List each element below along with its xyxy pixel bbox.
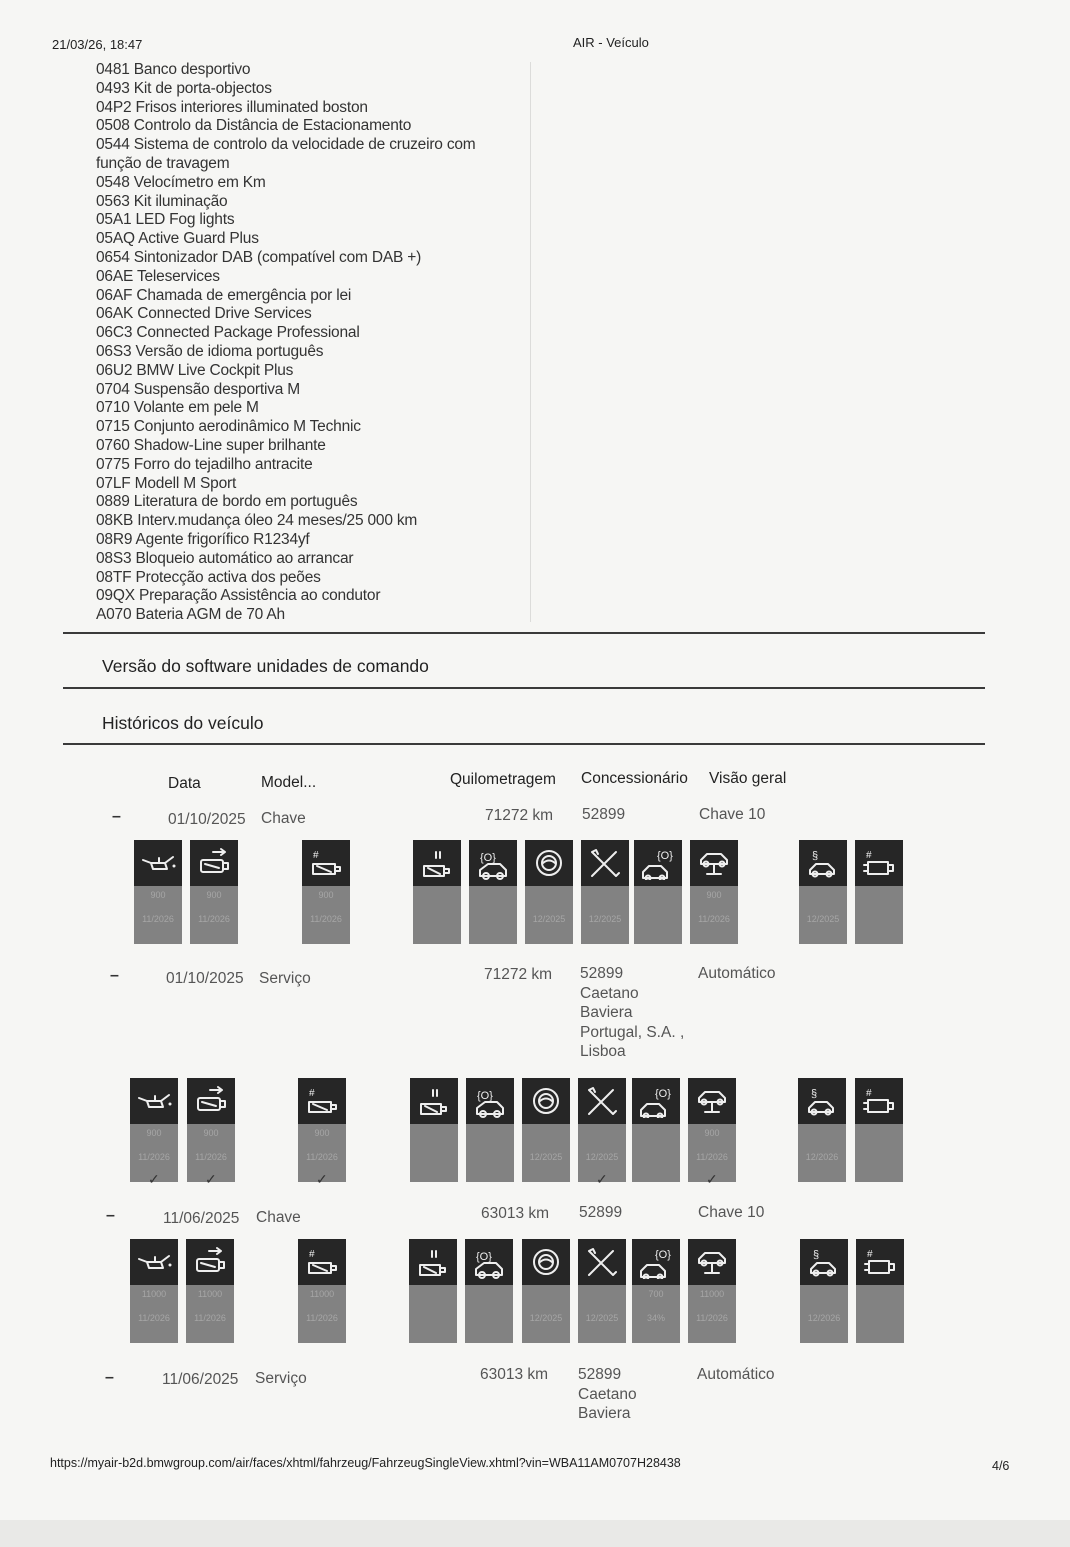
service-remaining: 11000: [197, 1289, 223, 1299]
row-dealer: 52899 Caetano Baviera: [578, 1366, 637, 1422]
service-due-date: 12/2025: [529, 1152, 563, 1162]
service-done-check: ✓: [596, 1171, 608, 1187]
service-tile[interactable]: [186, 1239, 234, 1343]
service-remaining: [522, 1289, 570, 1301]
service-due-date: 12/2025: [585, 1152, 619, 1162]
option-item: 06U2 BMW Live Cockpit Plus: [96, 361, 294, 379]
service-remaining: 900: [318, 890, 334, 900]
service-remaining: [632, 1128, 680, 1140]
service-due-date: 11/2026: [138, 1152, 170, 1162]
service-tile[interactable]: [469, 840, 517, 944]
column-header-overview[interactable]: Visão geral: [709, 770, 787, 787]
service-tile[interactable]: [800, 1239, 848, 1343]
option-item: 09QX Preparação Assistência ao condutor: [96, 587, 381, 605]
service-tile[interactable]: [187, 1078, 235, 1182]
oil-service-icon: [130, 1078, 178, 1124]
service-tools-icon: [578, 1078, 626, 1124]
service-done-check: ✓: [148, 1171, 160, 1187]
service-tile[interactable]: [690, 840, 738, 944]
engine-filter-icon: [190, 840, 238, 886]
row-overview: Automático: [697, 1366, 775, 1383]
row-model: Serviço: [259, 970, 311, 987]
service-remaining: 700: [648, 1289, 664, 1299]
column-header-dealer[interactable]: Concessionário: [581, 770, 688, 787]
service-remaining: [578, 1289, 626, 1301]
service-due-date: 12/2025: [806, 914, 840, 924]
vehicle-lift-icon: [690, 840, 738, 886]
option-item: 0775 Forro do tejadilho antracite: [96, 455, 313, 473]
spark-plug-icon: [298, 1239, 346, 1285]
rear-brakes-icon: [632, 1078, 680, 1124]
row-km: 71272 km: [484, 966, 553, 983]
row-date: 01/10/2025: [168, 811, 246, 828]
option-item: 0710 Volante em pele M: [96, 399, 259, 417]
service-remaining: [855, 1128, 903, 1140]
service-remaining: [634, 890, 682, 902]
service-due-date: 11/2026: [142, 914, 174, 924]
service-due-date: 11/2026: [194, 1313, 226, 1323]
service-remaining: 900: [704, 1128, 720, 1138]
vehicle-lift-icon: [688, 1239, 736, 1285]
front-brakes-icon: [469, 840, 517, 886]
service-remaining: 900: [203, 1128, 219, 1138]
service-remaining: 900: [146, 1128, 162, 1138]
service-tile[interactable]: [578, 1239, 626, 1343]
option-item: 06S3 Versão de idioma português: [96, 342, 324, 360]
svg-text:§: §: [811, 1088, 818, 1100]
service-tile[interactable]: [413, 840, 461, 944]
service-tile[interactable]: [688, 1078, 736, 1182]
service-remaining: 900: [706, 890, 722, 900]
service-tile[interactable]: [130, 1078, 178, 1182]
service-due-date: 11/2026: [195, 1152, 227, 1162]
column-header-date[interactable]: Data: [168, 775, 201, 792]
front-brakes-icon: [465, 1239, 513, 1285]
option-item: 0508 Controlo da Distância de Estacionamento: [96, 117, 412, 135]
brake-fluid-icon: [522, 1078, 570, 1124]
legal-inspection-icon: [799, 840, 847, 886]
option-item: 0654 Sintonizador DAB (compatível com DAB +): [96, 248, 422, 266]
service-tile[interactable]: [522, 1239, 570, 1343]
service-due-date: 12/2025: [588, 914, 622, 924]
service-tools-icon: [581, 840, 629, 886]
print-datetime: 21/03/26, 18:47: [52, 37, 143, 52]
service-tile[interactable]: [799, 840, 847, 944]
service-tools-icon: [578, 1239, 626, 1285]
vehicle-lift-icon: [688, 1078, 736, 1124]
svg-text:#: #: [866, 850, 872, 861]
service-remaining: [522, 1128, 570, 1140]
service-tile[interactable]: [134, 840, 182, 944]
service-due-date: 12/2025: [532, 914, 566, 924]
option-item: 0563 Kit iluminação: [96, 192, 228, 210]
front-brakes-icon: [466, 1078, 514, 1124]
service-due-date: 12/2025: [529, 1313, 563, 1323]
divider: [63, 743, 985, 745]
service-remaining: [466, 1128, 514, 1140]
footer-url: https://myair-b2d.bmwgroup.com/air/faces/xhtml/fahrzeug/FahrzeugSingleView.xhtml?vin=WBA11AM0707H28438: [50, 1456, 681, 1470]
service-due-date: 11/2026: [198, 914, 230, 924]
service-due-date: 12/2025: [585, 1313, 619, 1323]
exhaust-icon: [856, 1239, 904, 1285]
svg-text:{O}: {O}: [657, 850, 673, 862]
service-tile[interactable]: [409, 1239, 457, 1343]
service-due-date: 11/2026: [306, 1152, 338, 1162]
service-remaining: [465, 1289, 513, 1301]
row-collapse-toggle[interactable]: –: [110, 967, 119, 984]
option-item: 08TF Protecção activa dos peões: [96, 568, 321, 586]
rear-brakes-icon: [634, 840, 682, 886]
service-tile[interactable]: [634, 840, 682, 944]
engine-filter-icon: [186, 1239, 234, 1285]
service-remaining: [856, 1289, 904, 1301]
divider: [63, 687, 985, 689]
row-collapse-toggle[interactable]: –: [106, 1207, 115, 1224]
oil-service-icon: [130, 1239, 178, 1285]
column-header-km[interactable]: Quilometragem: [450, 771, 556, 788]
service-due-date: 11/2026: [696, 1152, 728, 1162]
battery-icon: [409, 1239, 457, 1285]
option-item: 05A1 LED Fog lights: [96, 211, 235, 229]
service-tile[interactable]: [578, 1078, 626, 1182]
brake-fluid-icon: [522, 1239, 570, 1285]
software-section-header[interactable]: Versão do software unidades de comando: [102, 656, 429, 676]
row-overview: Chave 10: [699, 806, 766, 823]
svg-text:#: #: [309, 1088, 315, 1099]
page-title: AIR - Veículo: [573, 35, 649, 50]
legal-inspection-icon: [800, 1239, 848, 1285]
service-tile[interactable]: [525, 840, 573, 944]
row-overview: Chave 10: [698, 1204, 765, 1221]
service-tile[interactable]: [130, 1239, 178, 1343]
option-item: 0548 Velocímetro em Km: [96, 173, 266, 191]
option-item: 08R9 Agente frigorífico R1234yf: [96, 530, 310, 548]
row-date: 01/10/2025: [166, 970, 244, 987]
svg-text:{O}: {O}: [477, 1090, 493, 1102]
option-item: 0889 Literatura de bordo em português: [96, 493, 358, 511]
engine-filter-icon: [187, 1078, 235, 1124]
exhaust-icon: [855, 840, 903, 886]
svg-text:#: #: [866, 1088, 872, 1099]
column-header-model[interactable]: Model...: [261, 774, 317, 791]
history-section-header[interactable]: Históricos do veículo: [102, 713, 264, 733]
divider: [63, 632, 985, 634]
service-remaining: [581, 890, 629, 902]
service-tile[interactable]: [522, 1078, 570, 1182]
service-tile[interactable]: [855, 1078, 903, 1182]
service-remaining: 900: [150, 890, 166, 900]
service-tile[interactable]: [855, 840, 903, 944]
service-remaining: [410, 1128, 458, 1140]
row-dealer: 52899 Caetano Baviera Portugal, S.A. , Lisboa: [580, 965, 685, 1060]
row-collapse-toggle[interactable]: –: [105, 1369, 114, 1386]
service-remaining: [413, 890, 461, 902]
row-dealer: 52899: [582, 806, 626, 823]
exhaust-icon: [855, 1078, 903, 1124]
service-tile[interactable]: [798, 1078, 846, 1182]
row-km: 63013 km: [480, 1366, 549, 1383]
service-due-date: 12/2026: [807, 1313, 841, 1323]
service-tile[interactable]: [856, 1239, 904, 1343]
column-divider: [530, 62, 531, 622]
service-done-check: ✓: [706, 1171, 718, 1187]
svg-text:#: #: [309, 1249, 315, 1260]
option-item: 08S3 Bloqueio automático ao arrancar: [96, 549, 354, 567]
options-list: [96, 61, 516, 625]
row-model: Chave: [261, 810, 306, 827]
service-remaining: [578, 1128, 626, 1140]
service-tile[interactable]: [632, 1078, 680, 1182]
battery-icon: [410, 1078, 458, 1124]
service-remaining: [855, 890, 903, 902]
service-tile[interactable]: [298, 1078, 346, 1182]
oil-service-icon: [134, 840, 182, 886]
option-item: 08KB Interv.mudança óleo 24 meses/25 000 km: [96, 512, 418, 530]
service-due-date: 11/2026: [698, 914, 730, 924]
option-item: 0704 Suspensão desportiva M: [96, 380, 300, 398]
service-tile[interactable]: [466, 1078, 514, 1182]
service-due-date: 34%: [646, 1313, 665, 1323]
brake-fluid-icon: [525, 840, 573, 886]
option-item: A070 Bateria AGM de 70 Ah: [96, 606, 285, 624]
legal-inspection-icon: [798, 1078, 846, 1124]
option-item: 0481 Banco desportivo: [96, 61, 251, 78]
option-item: 06AF Chamada de emergência por lei: [96, 286, 352, 304]
service-remaining: 11000: [309, 1289, 335, 1299]
row-collapse-toggle[interactable]: –: [112, 808, 121, 825]
svg-text:#: #: [867, 1249, 873, 1260]
service-remaining: [799, 890, 847, 902]
row-km: 71272 km: [485, 807, 554, 824]
service-tile[interactable]: [190, 840, 238, 944]
row-date: 11/06/2025: [163, 1210, 240, 1227]
service-remaining: [469, 890, 517, 902]
service-done-check: ✓: [316, 1171, 328, 1187]
service-tile[interactable]: [410, 1078, 458, 1182]
row-model: Chave: [256, 1209, 301, 1226]
service-remaining: [800, 1289, 848, 1301]
service-remaining: [798, 1128, 846, 1140]
row-date: 11/06/2025: [162, 1371, 239, 1388]
rear-brakes-icon: [632, 1239, 680, 1285]
option-item: 0493 Kit de porta-objectos: [96, 79, 272, 97]
option-item: 06AK Connected Drive Services: [96, 305, 312, 323]
service-tile[interactable]: [465, 1239, 513, 1343]
svg-text:{O}: {O}: [480, 852, 496, 864]
option-item: 06AE Teleservices: [96, 267, 220, 285]
service-tile[interactable]: [632, 1239, 680, 1343]
service-remaining: [525, 890, 573, 902]
svg-text:#: #: [313, 850, 319, 861]
row-model: Serviço: [255, 1370, 307, 1387]
service-remaining: [409, 1289, 457, 1301]
option-item: 0715 Conjunto aerodinâmico M Technic: [96, 418, 361, 436]
option-item: 0544 Sistema de controlo da velocidade de cruzeiro com função de travagem: [96, 136, 476, 172]
service-remaining: 900: [314, 1128, 330, 1138]
row-overview: Automático: [698, 965, 776, 982]
row-dealer: 52899: [579, 1204, 623, 1221]
service-tile[interactable]: [581, 840, 629, 944]
svg-text:§: §: [813, 1249, 820, 1261]
service-due-date: 12/2026: [805, 1152, 839, 1162]
service-remaining: 900: [206, 890, 222, 900]
battery-icon: [413, 840, 461, 886]
svg-text:§: §: [812, 850, 819, 862]
service-tile[interactable]: [302, 840, 350, 944]
option-item: 05AQ Active Guard Plus: [96, 230, 259, 248]
service-due-date: 11/2026: [306, 1313, 338, 1323]
service-done-check: ✓: [205, 1171, 217, 1187]
service-due-date: 11/2026: [138, 1313, 170, 1323]
service-tile[interactable]: [688, 1239, 736, 1343]
service-tile[interactable]: [298, 1239, 346, 1343]
service-due-date: 11/2026: [696, 1313, 728, 1323]
service-due-date: 11/2026: [310, 914, 342, 924]
svg-text:{O}: {O}: [655, 1088, 671, 1100]
option-item: 04P2 Frisos interiores illuminated boston: [96, 98, 368, 116]
spark-plug-icon: [302, 840, 350, 886]
service-remaining: 11000: [141, 1289, 167, 1299]
option-item: 07LF Modell M Sport: [96, 474, 237, 492]
spark-plug-icon: [298, 1078, 346, 1124]
service-remaining: 11000: [699, 1289, 725, 1299]
row-km: 63013 km: [481, 1205, 550, 1222]
svg-text:{O}: {O}: [655, 1249, 671, 1261]
page-number: 4/6: [992, 1459, 1010, 1473]
option-item: 0760 Shadow-Line super brilhante: [96, 436, 326, 454]
svg-text:{O}: {O}: [476, 1251, 492, 1263]
option-item: 06C3 Connected Package Professional: [96, 324, 360, 342]
